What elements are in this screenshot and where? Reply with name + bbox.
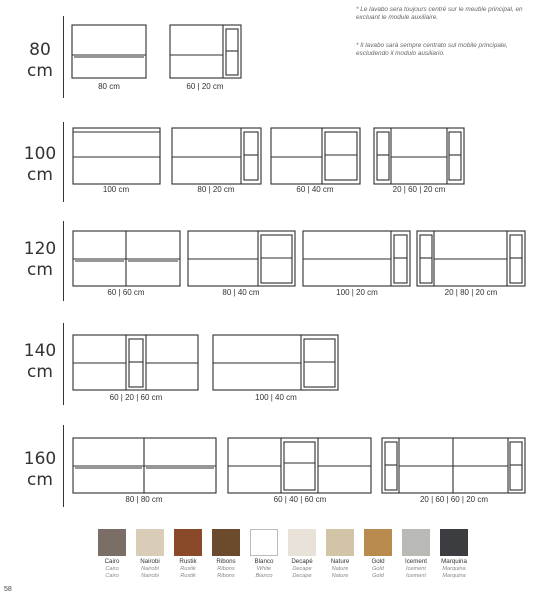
cabinet-60-60: [73, 231, 180, 286]
swatch-name: Blanco: [254, 558, 274, 565]
swatch-name-it: Nature: [331, 573, 349, 579]
caption-60-20-60: 60 | 20 | 60 cm: [109, 393, 163, 402]
cabinet-60-20-60: [73, 335, 198, 390]
swatch-name-it: Icement: [406, 573, 426, 579]
swatch-name-it: Nairobi: [141, 573, 159, 579]
cabinet-100-40: [213, 335, 338, 390]
caption-100-40: 100 | 40 cm: [255, 393, 297, 402]
swatch-name: Rustik: [179, 558, 197, 565]
swatch-name-it: Bianco: [255, 573, 273, 579]
swatch-name-fr: Nairobi: [141, 566, 159, 572]
swatch-name-it: Marquina: [442, 573, 466, 579]
caption-80: 80 cm: [98, 82, 120, 91]
swatch-cairo: [98, 529, 126, 556]
cabinet-60-40: [271, 128, 360, 184]
swatch-name: Nairobi: [140, 558, 160, 565]
cabinet-80: [72, 25, 146, 78]
size-label-120: 120 cm: [23, 239, 57, 280]
cabinet-100-20: [303, 231, 410, 286]
swatch-name-it: Gold: [372, 573, 384, 579]
swatch-name-it: Cairo: [105, 573, 119, 579]
cabinet-80-40: [188, 231, 295, 286]
swatch-nairobi: [136, 529, 164, 556]
swatch-name-it: Ribons: [217, 573, 235, 579]
swatch-name-it: Rustik: [180, 573, 196, 579]
size-label-160: 160 cm: [23, 449, 57, 490]
caption-20-60-20: 20 | 60 | 20 cm: [392, 185, 446, 194]
cabinet-100: [73, 128, 160, 184]
caption-60-20: 60 | 20 cm: [186, 82, 224, 91]
swatch-decap-: [288, 529, 316, 556]
swatch-blanco: [250, 529, 278, 556]
swatch-name-fr: Decape: [292, 566, 312, 572]
caption-60-60: 60 | 60 cm: [107, 288, 145, 297]
swatch-name-fr: Gold: [372, 566, 384, 572]
cabinet-20-60-60-20: [382, 438, 525, 493]
swatch-name-it: Decape: [292, 573, 312, 579]
swatch-name: Gold: [371, 558, 385, 565]
swatch-name: Icement: [404, 558, 427, 565]
cabinet-60-40-60: [228, 438, 371, 493]
swatch-name-fr: Rustik: [180, 566, 196, 572]
swatch-name-fr: Icement: [406, 566, 426, 572]
caption-60-40: 60 | 40 cm: [296, 185, 334, 194]
cabinet-20-60-20: [374, 128, 464, 184]
size-label-140: 140 cm: [23, 341, 57, 382]
swatch-name-fr: Marquina: [442, 566, 466, 572]
cabinet-60-20: [170, 25, 241, 78]
page-number: 58: [4, 586, 12, 593]
caption-80-80: 80 | 80 cm: [125, 495, 163, 504]
cabinet-80-20: [172, 128, 261, 184]
caption-20-60-60-20: 20 | 60 | 60 | 20 cm: [419, 495, 489, 504]
size-label-100: 100 cm: [23, 144, 57, 185]
swatch-nature: [326, 529, 354, 556]
note-fr: * Le lavabo sera toujours centré sur le meuble principal, en excluant le module auxiliaire.: [356, 6, 523, 21]
cabinet-20-80-20: [417, 231, 525, 286]
cabinet-80-80: [73, 438, 216, 493]
swatch-name-fr: Nature: [331, 566, 349, 572]
swatch-name-fr: White: [256, 566, 272, 572]
swatch-name: Decapé: [291, 558, 313, 565]
swatch-marquina: [440, 529, 468, 556]
swatch-name-fr: Cairo: [105, 566, 119, 572]
swatch-gold: [364, 529, 392, 556]
swatch-icement: [402, 529, 430, 556]
swatch-name: Marquina: [441, 558, 467, 565]
swatch-ribons: [212, 529, 240, 556]
caption-60-40-60: 60 | 40 | 60 cm: [273, 495, 327, 504]
caption-100-20: 100 | 20 cm: [336, 288, 378, 297]
swatch-name: Ribons: [216, 558, 236, 565]
swatch-rustik: [174, 529, 202, 556]
swatch-name: Nature: [330, 558, 350, 565]
swatch-name: Cairo: [104, 558, 120, 565]
size-label-80: 80 cm: [27, 40, 53, 81]
caption-100: 100 cm: [102, 185, 130, 194]
note-it: * Il lavabo sarà sempre centrato sul mobile principale, escludendo il modulo ausiliario.: [356, 42, 508, 57]
caption-20-80-20: 20 | 80 | 20 cm: [444, 288, 498, 297]
caption-80-20: 80 | 20 cm: [197, 185, 235, 194]
swatch-name-fr: Ribons: [217, 566, 235, 572]
caption-80-40: 80 | 40 cm: [222, 288, 260, 297]
